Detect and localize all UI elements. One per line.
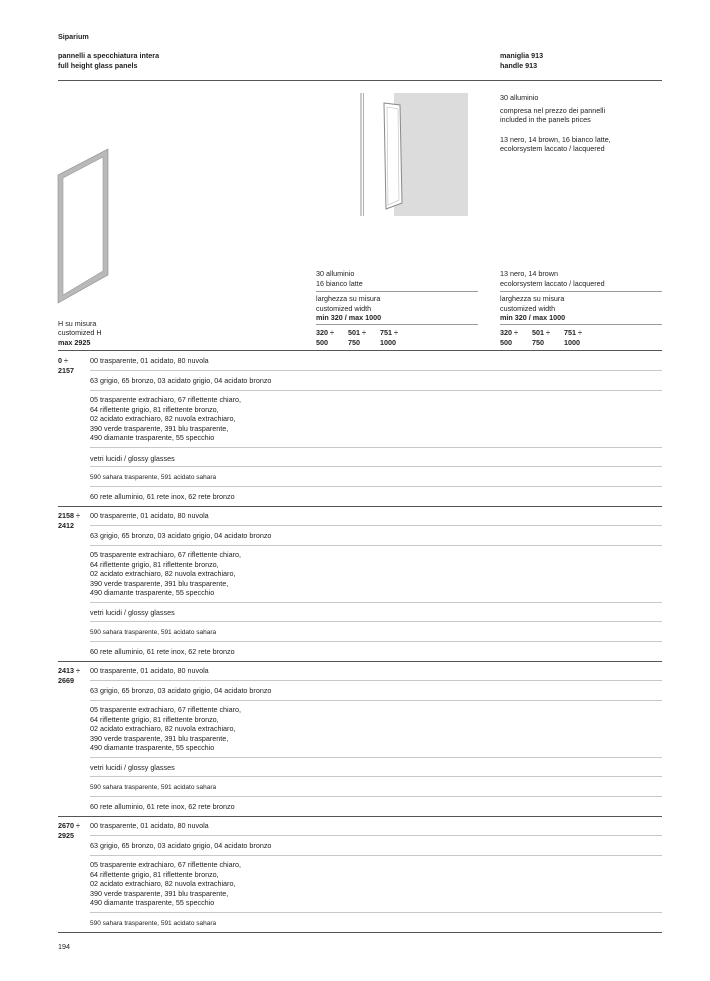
glass-row: 590 sahara trasparente, 591 acidato sahara bbox=[90, 474, 217, 481]
glass-row-multiline bbox=[90, 860, 241, 908]
glass-row-line: 05 trasparente extrachiaro, 67 riflettente chiaro, bbox=[90, 705, 242, 714]
row-divider bbox=[90, 447, 662, 448]
glass-row-line: 64 riflettente grigio, 81 riflettente bronzo, bbox=[90, 559, 219, 569]
height-max: max 2925 bbox=[58, 338, 91, 347]
height-label-en: customized H bbox=[58, 328, 102, 337]
handle-title-it: maniglia 913 bbox=[500, 51, 544, 60]
col2-width-1-to: 500 bbox=[500, 338, 512, 347]
header-divider bbox=[58, 80, 662, 81]
col2-width-1-from: 320 ÷ bbox=[500, 328, 518, 337]
glass-row: 63 grigio, 65 bronzo, 03 acidato grigio, 04 acidato bronzo bbox=[90, 686, 272, 695]
glass-row-line: 390 verde trasparente, 391 blu trasparente, bbox=[90, 733, 229, 743]
row-divider bbox=[90, 912, 662, 913]
col2-finish-line2: ecolorsystem laccato / lacquered bbox=[500, 279, 605, 288]
col2-finish-line1: 13 nero, 14 brown bbox=[500, 269, 558, 278]
handle-included-en: included in the panels prices bbox=[500, 115, 591, 124]
glass-row: 00 trasparente, 01 acidato, 80 nuvola bbox=[90, 666, 209, 675]
glass-row-line: 02 acidato extrachiaro, 82 nuvola extrachiaro, bbox=[90, 879, 236, 889]
col2-width-it: larghezza su misura bbox=[500, 294, 565, 303]
glass-row-line: 05 trasparente extrachiaro, 67 riflettente chiaro, bbox=[90, 860, 242, 869]
glass-row: 60 rete alluminio, 61 rete inox, 62 rete bronzo bbox=[90, 492, 235, 501]
col2-divider-1 bbox=[500, 291, 662, 292]
glass-row: 60 rete alluminio, 61 rete inox, 62 rete bronzo bbox=[90, 647, 235, 656]
glass-row-line: 64 riflettente grigio, 81 riflettente bronzo, bbox=[90, 869, 219, 879]
group-divider bbox=[58, 506, 662, 507]
handle-included-it: compresa nel prezzo dei pannelli bbox=[500, 106, 606, 115]
col2-width-en: customized width bbox=[500, 304, 556, 313]
height-range-to: 2157 bbox=[58, 366, 74, 375]
handle-finish-1: 30 alluminio bbox=[500, 93, 539, 102]
col1-width-it: larghezza su misura bbox=[316, 294, 381, 303]
table-top-divider bbox=[58, 350, 662, 351]
row-divider bbox=[90, 370, 662, 371]
col1-width-3-to: 1000 bbox=[380, 338, 396, 347]
handle-913-illustration bbox=[356, 93, 468, 217]
row-divider bbox=[90, 621, 662, 622]
glass-row: 00 trasparente, 01 acidato, 80 nuvola bbox=[90, 511, 209, 520]
col1-divider-1 bbox=[316, 291, 478, 292]
row-divider bbox=[90, 525, 662, 526]
col2-divider-2 bbox=[500, 324, 662, 325]
col1-width-3-from: 751 ÷ bbox=[380, 328, 398, 337]
handle-title-en: handle 913 bbox=[500, 61, 538, 70]
glass-row-line: 390 verde trasparente, 391 blu trasparente, bbox=[90, 578, 229, 588]
row-divider bbox=[90, 776, 662, 777]
col1-divider-2 bbox=[316, 324, 478, 325]
handle-finish-2-line2: ecolorsystem laccato / lacquered bbox=[500, 144, 605, 153]
glass-row-line: 02 acidato extrachiaro, 82 nuvola extrachiaro, bbox=[90, 569, 236, 579]
glass-row: 63 grigio, 65 bronzo, 03 acidato grigio, 04 acidato bronzo bbox=[90, 376, 272, 385]
row-divider bbox=[90, 486, 662, 487]
glass-row: vetri lucidi / glossy glasses bbox=[90, 454, 175, 463]
height-range-from: 2670 ÷ bbox=[58, 821, 80, 830]
glass-row: 590 sahara trasparente, 591 acidato sahara bbox=[90, 784, 217, 791]
product-title-it: pannelli a specchiatura intera bbox=[58, 51, 160, 60]
glass-row-line: 05 trasparente extrachiaro, 67 riflettente chiaro, bbox=[90, 395, 242, 404]
height-range-to: 2669 bbox=[58, 676, 74, 685]
glass-panel-illustration bbox=[56, 145, 110, 307]
brand-title: Siparium bbox=[58, 32, 89, 41]
glass-row: 00 trasparente, 01 acidato, 80 nuvola bbox=[90, 821, 209, 830]
col2-width-2-to: 750 bbox=[532, 338, 544, 347]
col1-width-range: min 320 / max 1000 bbox=[316, 313, 382, 322]
glass-row-line: 490 diamante trasparente, 55 specchio bbox=[90, 433, 215, 443]
col1-width-2-from: 501 ÷ bbox=[348, 328, 366, 337]
row-divider bbox=[90, 855, 662, 856]
table-bottom-divider bbox=[58, 932, 662, 933]
row-divider bbox=[90, 466, 662, 467]
page-number: 194 bbox=[58, 942, 70, 951]
glass-row-line: 02 acidato extrachiaro, 82 nuvola extrachiaro, bbox=[90, 414, 236, 424]
glass-row-multiline bbox=[90, 395, 241, 443]
glass-row: 63 grigio, 65 bronzo, 03 acidato grigio, 04 acidato bronzo bbox=[90, 841, 272, 850]
col2-width-3-from: 751 ÷ bbox=[564, 328, 582, 337]
glass-row-multiline bbox=[90, 550, 241, 598]
group-divider bbox=[58, 661, 662, 662]
col1-finish-line2: 16 bianco latte bbox=[316, 279, 363, 288]
height-label-it: H su misura bbox=[58, 319, 97, 328]
col1-width-2-to: 750 bbox=[348, 338, 360, 347]
col2-width-range: min 320 / max 1000 bbox=[500, 313, 566, 322]
glass-row: 590 sahara trasparente, 591 acidato sahara bbox=[90, 629, 217, 636]
height-range-to: 2925 bbox=[58, 831, 74, 840]
row-divider bbox=[90, 757, 662, 758]
row-divider bbox=[90, 545, 662, 546]
row-divider bbox=[90, 796, 662, 797]
row-divider bbox=[90, 680, 662, 681]
glass-row: 63 grigio, 65 bronzo, 03 acidato grigio, 04 acidato bronzo bbox=[90, 531, 272, 540]
glass-row-line: 490 diamante trasparente, 55 specchio bbox=[90, 898, 215, 908]
height-range-from: 2413 ÷ bbox=[58, 666, 80, 675]
product-title-en: full height glass panels bbox=[58, 61, 138, 70]
glass-row-line: 02 acidato extrachiaro, 82 nuvola extrachiaro, bbox=[90, 724, 236, 734]
height-range-from: 2158 ÷ bbox=[58, 511, 80, 520]
row-divider bbox=[90, 835, 662, 836]
glass-row: 00 trasparente, 01 acidato, 80 nuvola bbox=[90, 356, 209, 365]
height-range-from: 0 ÷ bbox=[58, 356, 68, 365]
glass-row: vetri lucidi / glossy glasses bbox=[90, 608, 175, 617]
glass-row: 590 sahara trasparente, 591 acidato sahara bbox=[90, 920, 217, 927]
height-range-to: 2412 bbox=[58, 521, 74, 530]
glass-row-line: 390 verde trasparente, 391 blu trasparente, bbox=[90, 423, 229, 433]
group-divider bbox=[58, 816, 662, 817]
col2-width-2-from: 501 ÷ bbox=[532, 328, 550, 337]
glass-row-line: 490 diamante trasparente, 55 specchio bbox=[90, 588, 215, 598]
glass-row-line: 64 riflettente grigio, 81 riflettente bronzo, bbox=[90, 404, 219, 414]
row-divider bbox=[90, 390, 662, 391]
glass-row-line: 64 riflettente grigio, 81 riflettente bronzo, bbox=[90, 714, 219, 724]
glass-row: vetri lucidi / glossy glasses bbox=[90, 763, 175, 772]
row-divider bbox=[90, 602, 662, 603]
col1-width-1-from: 320 ÷ bbox=[316, 328, 334, 337]
glass-row-multiline bbox=[90, 705, 241, 753]
glass-row-line: 05 trasparente extrachiaro, 67 riflettente chiaro, bbox=[90, 550, 242, 559]
col1-width-en: customized width bbox=[316, 304, 372, 313]
col1-width-1-to: 500 bbox=[316, 338, 328, 347]
col2-width-3-to: 1000 bbox=[564, 338, 580, 347]
glass-row: 60 rete alluminio, 61 rete inox, 62 rete bronzo bbox=[90, 802, 235, 811]
row-divider bbox=[90, 641, 662, 642]
col1-finish-line1: 30 alluminio bbox=[316, 269, 355, 278]
glass-row-line: 390 verde trasparente, 391 blu trasparente, bbox=[90, 888, 229, 898]
handle-finish-2-line1: 13 nero, 14 brown, 16 bianco latte, bbox=[500, 135, 611, 144]
glass-row-line: 490 diamante trasparente, 55 specchio bbox=[90, 743, 215, 753]
row-divider bbox=[90, 700, 662, 701]
